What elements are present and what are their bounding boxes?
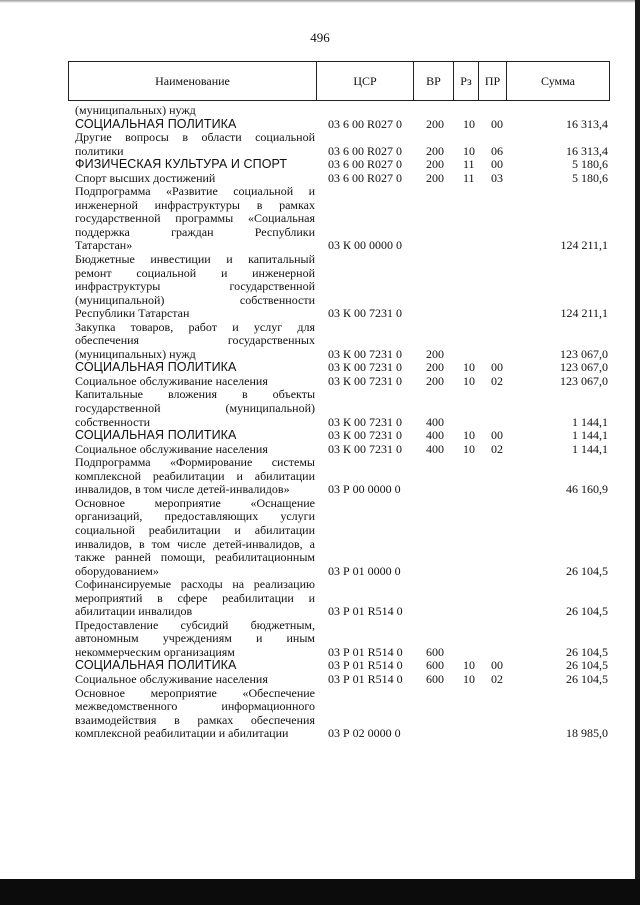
row-name-line: Основное мероприятие «Оснащение <box>75 495 315 510</box>
row-name-line: СОЦИАЛЬНАЯ ПОЛИТИКА <box>75 428 237 443</box>
row-csr: 03 К 00 7231 0 <box>328 428 403 443</box>
row-sum: 18 985,0 <box>566 726 608 741</box>
row-name-line: Подпрограмма «Развитие социальной и <box>75 184 315 199</box>
header-vr: ВР <box>414 62 454 100</box>
row-csr: 03 Р 01 R514 0 <box>328 671 403 686</box>
row-name-line: также ранней помощи, реабилитационным <box>75 550 315 565</box>
row-csr: 03 К 00 7231 0 <box>328 373 403 388</box>
row-sum: 123 067,0 <box>560 360 608 375</box>
row-rz: 11 <box>463 170 475 185</box>
table-body <box>0 104 640 741</box>
row-name <box>75 185 315 253</box>
table-row <box>0 687 640 741</box>
row-rz: 10 <box>463 428 475 443</box>
table-row <box>0 172 640 186</box>
row-sum: 16 313,4 <box>566 116 608 131</box>
table-row <box>0 375 640 389</box>
row-sum: 124 211,1 <box>560 238 608 253</box>
row-name-line: собственности <box>75 414 151 429</box>
row-csr: 03 К 00 7231 0 <box>328 306 403 321</box>
row-name <box>75 158 315 172</box>
row-name-line: некоммерческим организациям <box>75 644 235 659</box>
row-csr: 03 Р 02 0000 0 <box>328 726 401 741</box>
row-csr: 03 К 00 7231 0 <box>328 441 403 456</box>
row-name-line: автономным учреждениям и иным <box>75 631 315 646</box>
row-name-line: государственной программы «Социальная <box>75 211 315 226</box>
row-name <box>75 131 315 158</box>
row-csr: 03 К 00 0000 0 <box>328 238 403 253</box>
row-csr: 03 6 00 R027 0 <box>328 116 403 131</box>
row-csr: 03 6 00 R027 0 <box>328 170 403 185</box>
row-sum: 5 180,6 <box>572 170 608 185</box>
row-rz: 11 <box>463 157 475 172</box>
table-row <box>0 619 640 660</box>
header-sum: Сумма <box>541 73 575 88</box>
row-sum: 1 144,1 <box>572 414 608 429</box>
table-row <box>0 118 640 132</box>
row-sum: 26 104,5 <box>566 604 608 619</box>
row-vr: 400 <box>426 428 444 443</box>
row-pr: 03 <box>491 170 503 185</box>
row-rz: 10 <box>463 671 475 686</box>
page-number: 496 <box>310 30 330 45</box>
table-row <box>0 361 640 375</box>
row-name-line: оборудованием» <box>75 563 159 578</box>
table-row <box>0 185 640 253</box>
row-name <box>75 443 315 457</box>
row-sum: 124 211,1 <box>560 306 608 321</box>
row-name-line: инженерной инфраструктуры в рамках <box>75 197 315 212</box>
row-sum: 26 104,5 <box>566 658 608 673</box>
row-name-line: Капитальные вложения в объекты <box>75 387 315 402</box>
row-sum: 46 160,9 <box>566 482 608 497</box>
row-name <box>75 659 315 673</box>
table-row <box>0 659 640 673</box>
row-vr: 400 <box>426 414 444 429</box>
row-pr: 06 <box>491 143 503 158</box>
table-row <box>0 497 640 578</box>
row-name <box>75 497 315 578</box>
row-sum: 123 067,0 <box>560 346 608 361</box>
row-pr: 02 <box>491 441 503 456</box>
row-name <box>75 388 315 429</box>
row-name <box>75 104 315 118</box>
table-row <box>0 673 640 687</box>
row-name-line: инвалидов, в том числе детей-инвалидов» <box>75 482 290 497</box>
row-name-line: государственной (муниципальной) <box>75 401 315 416</box>
row-csr: 03 К 00 7231 0 <box>328 360 403 375</box>
row-pr: 00 <box>491 658 503 673</box>
row-name <box>75 321 315 362</box>
row-name-line: Другие вопросы в области социальной <box>75 130 315 145</box>
row-name <box>75 619 315 660</box>
table-row <box>0 253 640 321</box>
row-name-line: Софинансируемые расходы на реализацию <box>75 577 315 592</box>
row-csr: 03 6 00 R027 0 <box>328 143 403 158</box>
row-name-line: Предоставление субсидий бюджетным, <box>75 617 315 632</box>
row-rz: 10 <box>463 116 475 131</box>
row-name-line: (муниципальной) собственности <box>75 292 315 307</box>
row-rz: 10 <box>463 143 475 158</box>
row-name-line: социальной реабилитации и абилитации <box>75 522 315 537</box>
table-row <box>0 104 640 118</box>
row-name-line: Подпрограмма «Формирование системы <box>75 455 315 470</box>
row-vr: 200 <box>426 373 444 388</box>
header-pr: ПР <box>479 62 507 100</box>
row-csr: 03 6 00 R027 0 <box>328 157 403 172</box>
row-name-line: Татарстан» <box>75 238 133 253</box>
row-pr: 02 <box>491 671 503 686</box>
table-row <box>0 131 640 158</box>
table-row <box>0 388 640 429</box>
row-name-line: мероприятий в сфере реабилитации и <box>75 590 315 605</box>
row-vr: 600 <box>426 671 444 686</box>
row-name-line: ФИЗИЧЕСКАЯ КУЛЬТУРА И СПОРТ <box>75 157 288 172</box>
row-name-line: инвалидов, в том числе детей-инвалидов, а <box>75 536 315 551</box>
row-name-line: политики <box>75 143 124 158</box>
row-rz: 10 <box>463 373 475 388</box>
row-sum: 16 313,4 <box>566 143 608 158</box>
row-csr: 03 К 00 7231 0 <box>328 346 403 361</box>
table-row <box>0 578 640 619</box>
row-vr: 200 <box>426 116 444 131</box>
row-name-line: Закупка товаров, работ и услуг для <box>75 319 315 334</box>
row-pr: 02 <box>491 373 503 388</box>
row-name-line: комплексной реабилитации и абилитации <box>75 468 315 483</box>
row-pr: 00 <box>491 157 503 172</box>
row-name <box>75 172 315 186</box>
row-name-line: СОЦИАЛЬНАЯ ПОЛИТИКА <box>75 360 237 375</box>
table-row <box>0 158 640 172</box>
row-vr: 200 <box>426 157 444 172</box>
row-csr: 03 Р 00 0000 0 <box>328 482 401 497</box>
row-vr: 200 <box>426 360 444 375</box>
row-name-line: Социальное обслуживание населения <box>75 373 268 388</box>
row-csr: 03 Р 01 R514 0 <box>328 658 403 673</box>
row-name <box>75 375 315 389</box>
row-name-line: обеспечения государственных <box>75 333 315 348</box>
row-sum: 5 180,6 <box>572 157 608 172</box>
row-csr: 03 Р 01 R514 0 <box>328 644 403 659</box>
row-name-line: комплексной реабилитации и абилитации <box>75 726 289 741</box>
table-row <box>0 456 640 497</box>
row-name-line: организаций, предоставляющих услуги <box>75 509 315 524</box>
row-name <box>75 456 315 497</box>
table-row <box>0 321 640 362</box>
row-vr: 200 <box>426 143 444 158</box>
row-rz: 10 <box>463 441 475 456</box>
row-name <box>75 361 315 375</box>
row-vr: 200 <box>426 170 444 185</box>
row-name-line: поддержка граждан Республики <box>75 224 315 239</box>
row-sum: 1 144,1 <box>572 428 608 443</box>
row-name <box>75 687 315 741</box>
row-name-line: СОЦИАЛЬНАЯ ПОЛИТИКА <box>75 658 237 673</box>
header-rz: Рз <box>454 62 479 100</box>
row-name-line: СОЦИАЛЬНАЯ ПОЛИТИКА <box>75 116 237 131</box>
row-name <box>75 253 315 321</box>
row-name <box>75 429 315 443</box>
row-name-line: инфраструктуры государственной <box>75 279 315 294</box>
table-header <box>68 61 610 101</box>
row-name-line: межведомственного информационного <box>75 699 315 714</box>
row-sum: 123 067,0 <box>560 373 608 388</box>
row-sum: 26 104,5 <box>566 563 608 578</box>
row-csr: 03 К 00 7231 0 <box>328 414 403 429</box>
row-name-line: Основное мероприятие «Обеспечение <box>75 685 315 700</box>
row-vr: 200 <box>426 346 444 361</box>
row-csr: 03 Р 01 0000 0 <box>328 563 401 578</box>
row-name-line: Социальное обслуживание населения <box>75 671 268 686</box>
row-pr: 00 <box>491 428 503 443</box>
header-name: Наименование <box>69 62 317 100</box>
row-name-line: Социальное обслуживание населения <box>75 441 268 456</box>
row-name <box>75 673 315 687</box>
row-sum: 1 144,1 <box>572 441 608 456</box>
row-name-line: Спорт высших достижений <box>75 170 216 185</box>
row-name-line: Бюджетные инвестиции и капитальный <box>75 252 315 267</box>
row-name-line: взаимодействия в рамках обеспечения <box>75 712 315 727</box>
row-name-line: Республики Татарстан <box>75 306 190 321</box>
row-sum: 26 104,5 <box>566 671 608 686</box>
header-csr: ЦСР <box>317 62 414 100</box>
row-vr: 600 <box>426 644 444 659</box>
row-pr: 00 <box>491 116 503 131</box>
scan-edge-bottom <box>0 879 640 905</box>
row-csr: 03 Р 01 R514 0 <box>328 604 403 619</box>
scan-edge-top <box>0 0 640 3</box>
row-name-line: (муниципальных) нужд <box>75 103 196 117</box>
row-name-line: абилитации инвалидов <box>75 604 193 619</box>
table-row <box>0 429 640 443</box>
row-pr: 00 <box>491 360 503 375</box>
table-row <box>0 443 640 457</box>
row-vr: 600 <box>426 658 444 673</box>
row-name <box>75 578 315 619</box>
row-sum: 26 104,5 <box>566 644 608 659</box>
row-rz: 10 <box>463 360 475 375</box>
row-rz: 10 <box>463 658 475 673</box>
row-name <box>75 118 315 132</box>
row-name-line: (муниципальных) нужд <box>75 346 196 361</box>
row-vr: 400 <box>426 441 444 456</box>
row-name-line: ремонт социальной и инженерной <box>75 265 315 280</box>
